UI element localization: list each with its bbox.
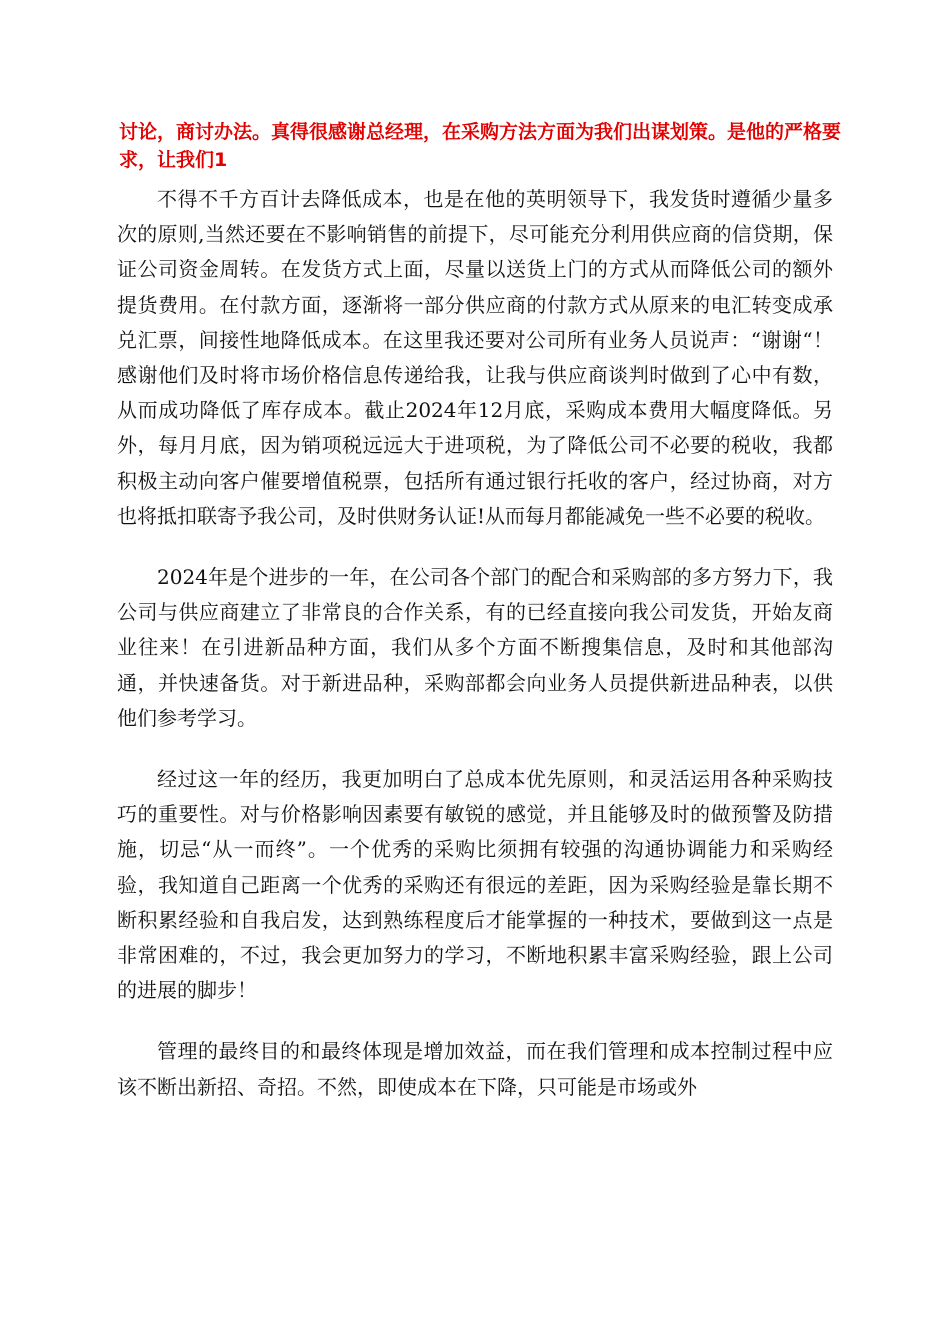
paragraph-lessons-learned: 经过这一年的经历，我更加明白了总成本优先原则，和灵活运用各种采购技巧的重要性。对与价格影响因素要有敏锐的感觉，并且能够及时的做预警及防措施，切忌“从一而终”。一个优秀的采购比须拥有较强的沟通协调能力和采购经验，我知道自己距离一个优秀的采购还有很远的差距，因为采购经验是靠长期不断积累经验和自我启发，达到熟练程度后才能掌握的一种技术，要做到这一点是非常困难的，不过，我会更加努力的学习，不断地积累丰富采购经验，跟上公司的进展的脚步！ — [117, 767, 833, 1003]
paragraph-cost-reduction: 不得不千方百计去降低成本，也是在他的英明领导下，我发货时遵循少量多次的原则,当然还要在不影响销售的前提下，尽可能充分利用供应商的信贷期，保证公司资金周转。在发货方式上面，尽量以送货上门的方式从而降低公司的额外提货费用。在付款方面，逐渐将一部分供应商的付款方式从原来的电汇转变成承兑汇票，间接性地降低成本。在这里我还要对公司所有业务人员说声：“谢谢“！感谢他们及时将市场价格信息传递给我，让我与供应商谈判时做到了心中有数，从而成功降低了库存成本。截止2024年12月底，采购成本费用大幅度降低。另外，每月月底，因为销项税远远大于进项税，为了降低公司不必要的税收，我都积极主动向客户催要增值税票，包括所有通过银行托收的客户，经过协商，对方也将抵扣联寄予我公司，及时供财务认证!从而每月都能减免一些不必要的税收。 — [117, 187, 833, 528]
body-text — [117, 182, 833, 1105]
paragraph-supplier-relations: 2024年是个进步的一年，在公司各个部门的配合和采购部的多方努力下，我公司与供应商建立了非常良的合作关系，有的已经直接向我公司发货，开始友商业往来！在引进新品种方面，我们从多个方面不断搜集信息，及时和其他部沟通，并快速备货。对于新进品种，采购部都会向业务人员提供新进品种表，以供他们参考学习。 — [117, 565, 833, 730]
red-heading: 讨论，商讨办法。真得很感谢总经理，在采购方法方面为我们出谋划策。是他的严格要求，让我们1 — [119, 121, 842, 171]
paragraph-management-goal: 管理的最终目的和最终体现是增加效益，而在我们管理和成本控制过程中应该不断出新招、奇招。不然，即使成本在下降，只可能是市场或外 — [117, 1039, 833, 1099]
